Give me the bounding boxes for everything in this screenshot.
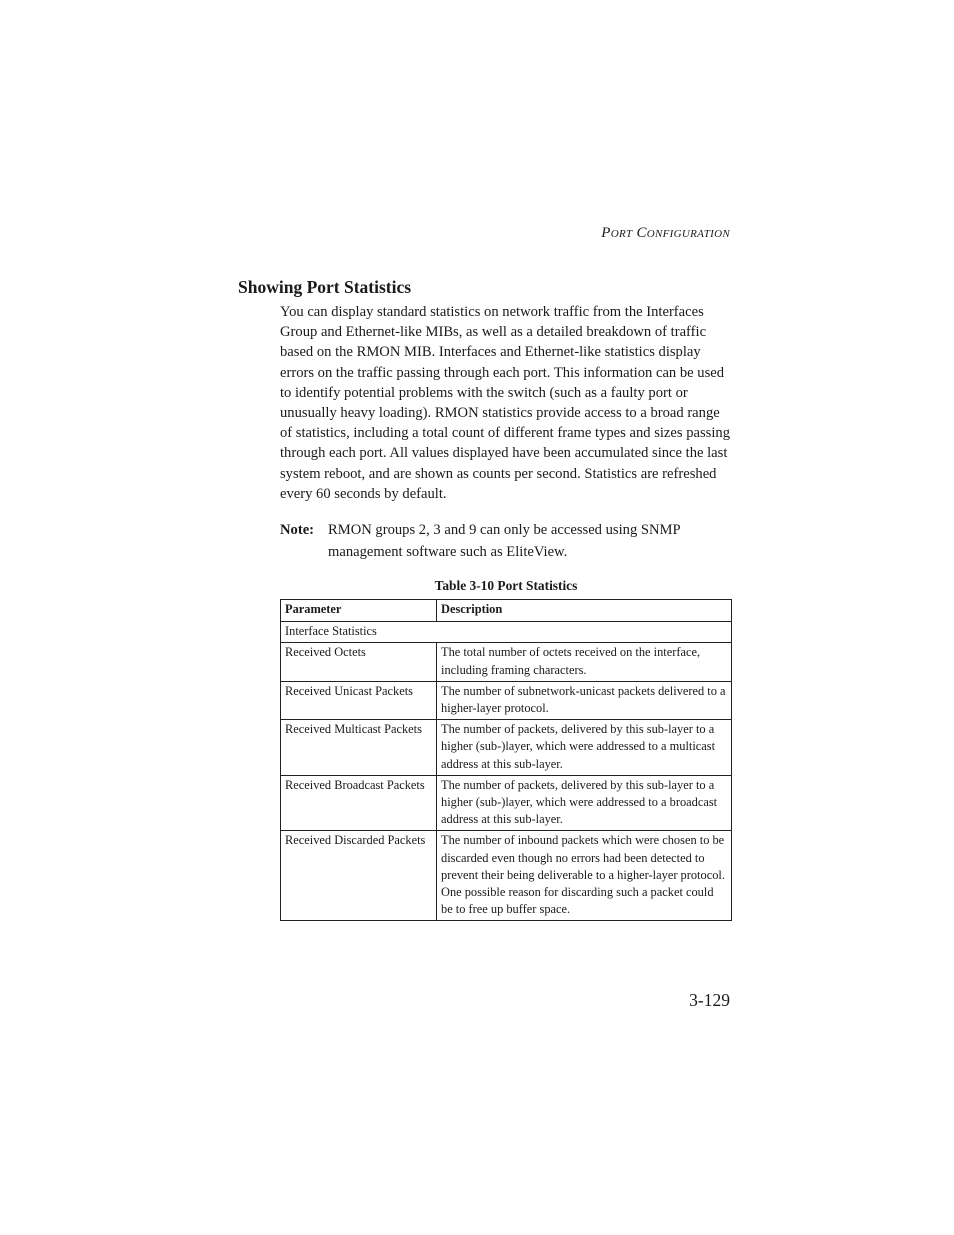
note-label: Note: bbox=[280, 522, 315, 538]
table-row bbox=[281, 681, 732, 719]
table-header-row bbox=[281, 600, 732, 622]
description-cell: The total number of octets received on the interface, including framing characters. bbox=[437, 643, 732, 681]
parameter-cell: Received Discarded Packets bbox=[281, 831, 437, 921]
parameter-cell: Received Unicast Packets bbox=[281, 681, 437, 719]
port-statistics-table bbox=[280, 599, 732, 921]
running-header: Port Configuration bbox=[601, 225, 730, 241]
note-text: RMON groups 2, 3 and 9 can only be accessed using SNMP management software such as EliteView. bbox=[328, 522, 681, 560]
parameter-cell: Received Octets bbox=[281, 643, 437, 681]
group-row bbox=[281, 622, 732, 643]
parameter-cell: Received Broadcast Packets bbox=[281, 775, 437, 831]
table-row bbox=[281, 775, 732, 831]
header-parameter: Parameter bbox=[281, 600, 437, 622]
description-cell: The number of packets, delivered by this sub-layer to a higher (sub-)layer, which were addressed to a broadcast address at this sub-layer. bbox=[437, 775, 732, 831]
note bbox=[280, 519, 732, 563]
section-title: Showing Port Statistics bbox=[238, 277, 412, 297]
body-paragraph: You can display standard statistics on network traffic from the Interfaces Group and Ethernet-like MIBs, as well as a detailed breakdown of traffic based on the RMON MIB. Interfaces and Ethernet-like statistics display errors on the traffic passing through each port. This information can be used to identify potential problems with the switch (such as a faulty port or unusually heavy loading). RMON statistics provide access to a broad range of statistics, including a total count of different frame types and sizes passing through each port. All values displayed have been accumulated since the last system reboot, and are shown as counts per second. Statistics are refreshed every 60 seconds by default. bbox=[280, 304, 730, 502]
parameter-cell: Received Multicast Packets bbox=[281, 720, 437, 776]
table-row bbox=[281, 831, 732, 921]
table-caption: Table 3-10 Port Statistics bbox=[434, 578, 578, 593]
page-number: 3-129 bbox=[689, 990, 730, 1010]
group-row-label: Interface Statistics bbox=[281, 622, 732, 643]
table-row bbox=[281, 720, 732, 776]
description-cell: The number of subnetwork-unicast packets delivered to a higher-layer protocol. bbox=[437, 681, 732, 719]
description-cell: The number of packets, delivered by this sub-layer to a higher (sub-)layer, which were addressed to a multicast address at this sub-layer. bbox=[437, 720, 732, 776]
description-cell: The number of inbound packets which were chosen to be discarded even though no errors had been detected to prevent their being deliverable to a higher-layer protocol. One possible reason for discarding such a packet could be to free up buffer space. bbox=[437, 831, 732, 921]
header-description: Description bbox=[437, 600, 732, 622]
table-row bbox=[281, 643, 732, 681]
